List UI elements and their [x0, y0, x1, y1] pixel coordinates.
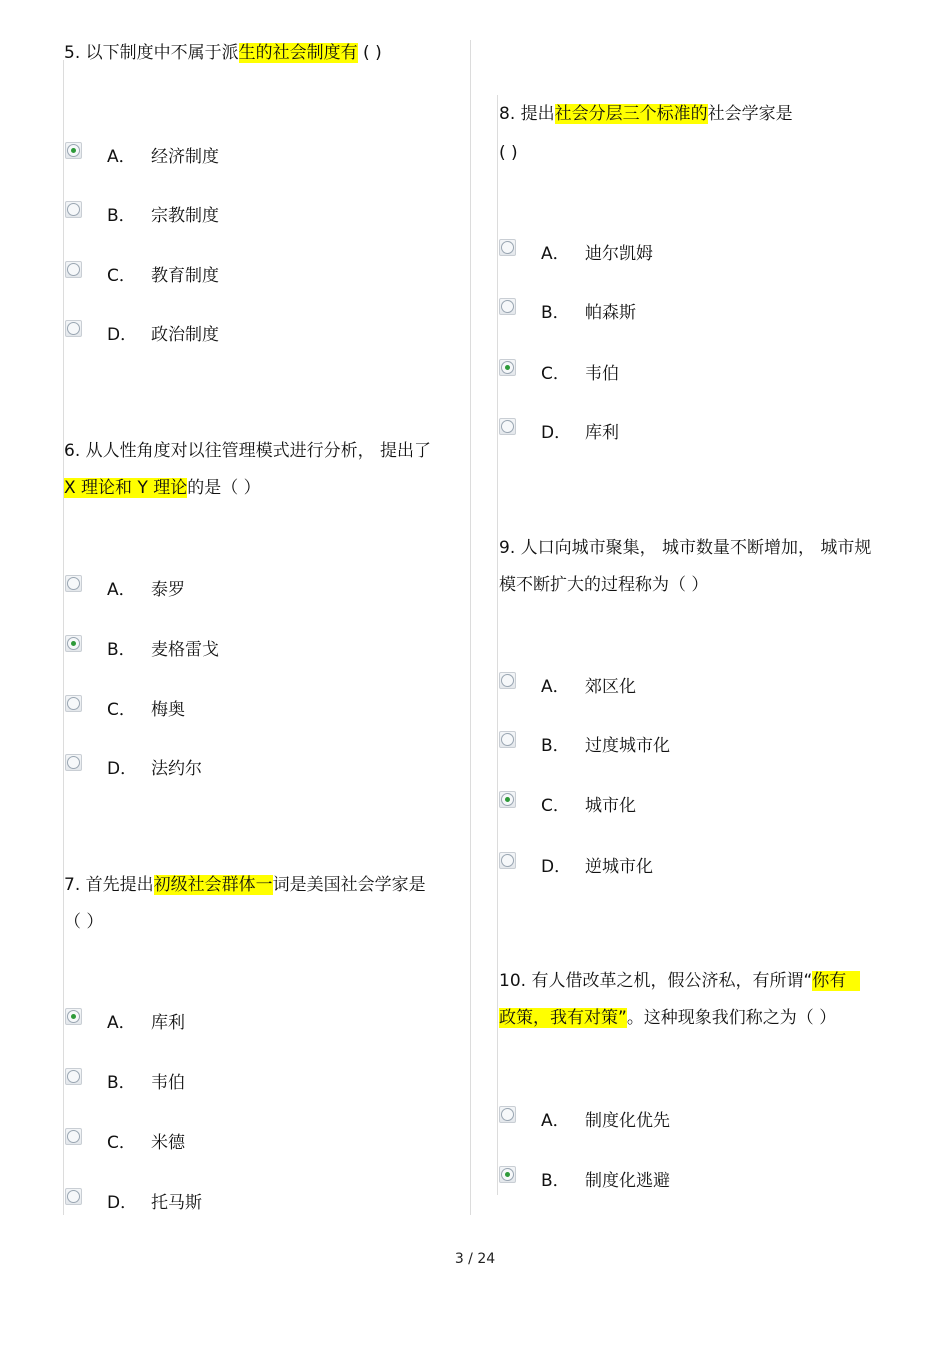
radio-icon[interactable]	[65, 695, 82, 712]
radio-selected-icon[interactable]	[65, 142, 82, 159]
question-10-highlight-1: 你有	[812, 971, 860, 991]
right-column-margin-line	[497, 95, 498, 1195]
radio-icon[interactable]	[499, 239, 516, 256]
radio-selected-icon[interactable]	[65, 1008, 82, 1025]
radio-selected-icon[interactable]	[499, 791, 516, 808]
radio-icon[interactable]	[65, 1188, 82, 1205]
question-7-highlight: 初级社会群体一	[153, 875, 273, 895]
question-7-line-1: 7. 首先提出初级社会群体一词是美国社会学家是	[64, 875, 426, 895]
question-10-line-2: 政策，我有对策”。这种现象我们称之为（ ）	[499, 1008, 837, 1028]
radio-icon[interactable]	[499, 1106, 516, 1123]
radio-selected-icon[interactable]	[499, 1166, 516, 1183]
question-9-line-1: 9. 人口向城市聚集， 城市数量不断增加， 城市规	[499, 538, 872, 558]
question-6-line-2: X 理论和 Y 理论的是（ ）	[64, 478, 261, 498]
question-8-line-2: ( )	[499, 143, 518, 163]
radio-selected-icon[interactable]	[65, 635, 82, 652]
column-divider-line	[470, 40, 471, 1215]
question-6-line-1: 6. 从人性角度对以往管理模式进行分析， 提出了	[64, 441, 432, 461]
question-5-line-1: 5. 以下制度中不属于派生的社会制度有 ( )	[64, 43, 382, 63]
left-margin-line	[63, 60, 64, 1215]
radio-icon[interactable]	[65, 1068, 82, 1085]
radio-icon[interactable]	[499, 852, 516, 869]
page-number: 3 / 24	[454, 1251, 496, 1267]
radio-icon[interactable]	[65, 261, 82, 278]
question-7-line-2: （ ）	[64, 912, 104, 932]
question-8-highlight: 社会分层三个标准的	[554, 104, 708, 124]
radio-icon[interactable]	[65, 754, 82, 771]
radio-icon[interactable]	[65, 1128, 82, 1145]
radio-icon[interactable]	[499, 418, 516, 435]
radio-icon[interactable]	[65, 320, 82, 337]
radio-icon[interactable]	[65, 201, 82, 218]
radio-icon[interactable]	[499, 672, 516, 689]
question-10-line-1: 10. 有人借改革之机，假公济私，有所谓“你有	[499, 962, 860, 1000]
question-6-highlight: X 理论和 Y 理论	[64, 478, 188, 498]
question-5-highlight: 生的社会制度有	[238, 43, 358, 63]
question-10-highlight-2: 政策，我有对策”	[499, 1008, 627, 1028]
radio-icon[interactable]	[65, 575, 82, 592]
radio-selected-icon[interactable]	[499, 359, 516, 376]
radio-icon[interactable]	[499, 298, 516, 315]
radio-icon[interactable]	[499, 731, 516, 748]
question-8-line-1: 8. 提出社会分层三个标准的社会学家是	[499, 104, 793, 124]
question-9-line-2: 模不断扩大的过程称为（ ）	[499, 575, 709, 595]
